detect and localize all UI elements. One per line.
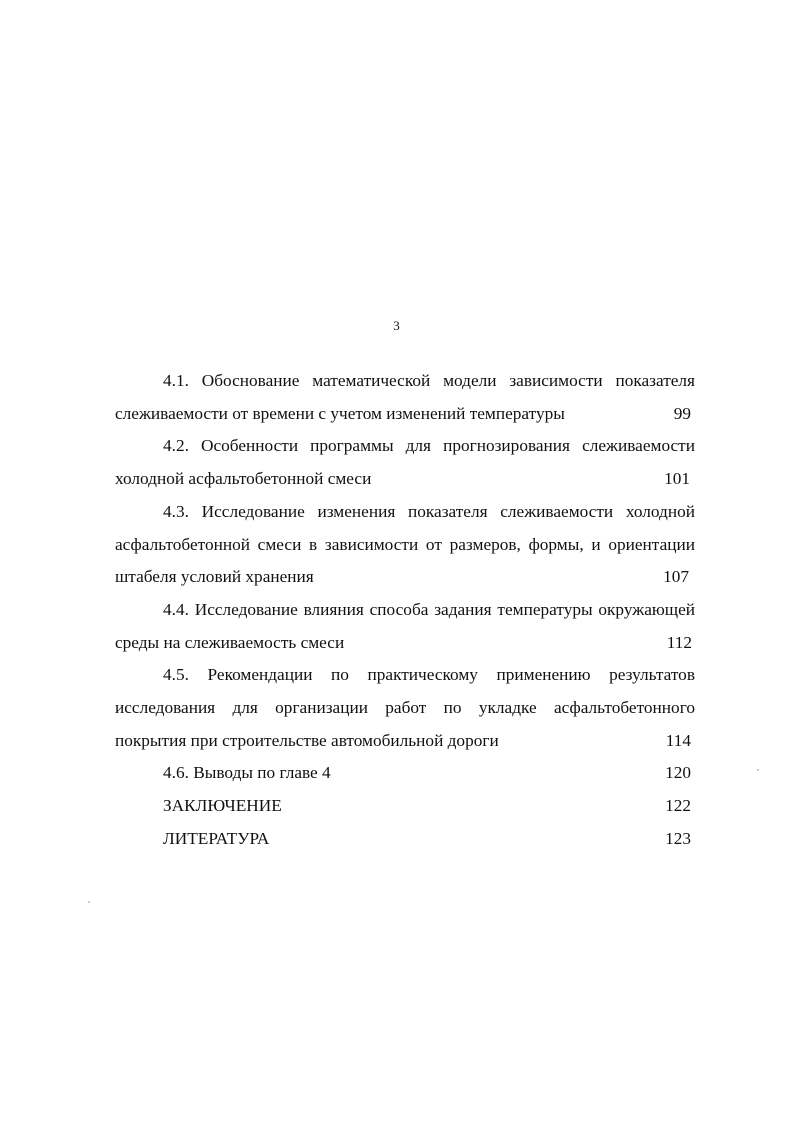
toc-page-ref: 107 — [663, 567, 689, 587]
toc-page-ref: 99 — [673, 403, 691, 423]
toc-entry-4-5 — [115, 659, 695, 757]
toc-entry-4-2 — [115, 430, 695, 495]
toc-entry-line: штабеля условий хранения — [115, 567, 314, 587]
toc-entry-line: асфальтобетонной смеси в зависимости от размеров, формы, и ориентации — [115, 534, 695, 554]
table-of-contents — [115, 365, 695, 856]
toc-entry-4-6 — [115, 757, 695, 790]
toc-entry-4-3 — [115, 496, 695, 594]
toc-entry-line: 4.6. Выводы по главе 4 — [163, 763, 331, 783]
toc-page-ref: 122 — [665, 796, 691, 816]
toc-entry-line: слеживаемости от времени с учетом изменений температуры — [115, 403, 565, 423]
toc-entry-conclusion — [115, 790, 695, 823]
toc-page-ref: 101 — [664, 469, 690, 489]
scan-speck — [88, 901, 90, 903]
page-number: 3 — [393, 318, 400, 333]
toc-entry-line: 4.1. Обоснование математической модели зависимости показателя — [163, 371, 695, 390]
toc-page-ref: 112 — [666, 632, 692, 652]
toc-entry-4-1 — [115, 365, 695, 430]
toc-entry-line: ЗАКЛЮЧЕНИЕ — [163, 796, 282, 816]
toc-entry-line: ЛИТЕРАТУРА — [163, 828, 270, 848]
toc-entry-line: 4.2. Особенности программы для прогнозирования слеживаемости — [163, 436, 695, 456]
toc-entry-line: 4.5. Рекомендации по практическому применению результатов — [163, 665, 695, 685]
toc-entry-line: исследования для организации работ по укладке асфальтобетонного — [115, 698, 695, 718]
toc-page-ref: 114 — [665, 730, 691, 750]
toc-entry-line: 4.4. Исследование влияния способа задания температуры окружающей — [163, 599, 695, 619]
toc-page-ref: 120 — [665, 763, 691, 783]
toc-entry-line: среды на слеживаемость смеси — [115, 632, 345, 652]
scan-speck — [757, 769, 759, 771]
toc-entry-line: 4.3. Исследование изменения показателя слеживаемости холодной — [163, 501, 695, 521]
toc-page-ref: 123 — [665, 828, 691, 848]
toc-entry-literature — [115, 823, 695, 856]
toc-entry-line: холодной асфальтобетонной смеси — [115, 469, 372, 489]
toc-entry-4-4 — [115, 594, 695, 659]
toc-entry-line: покрытия при строительстве автомобильной дороги — [115, 730, 499, 750]
